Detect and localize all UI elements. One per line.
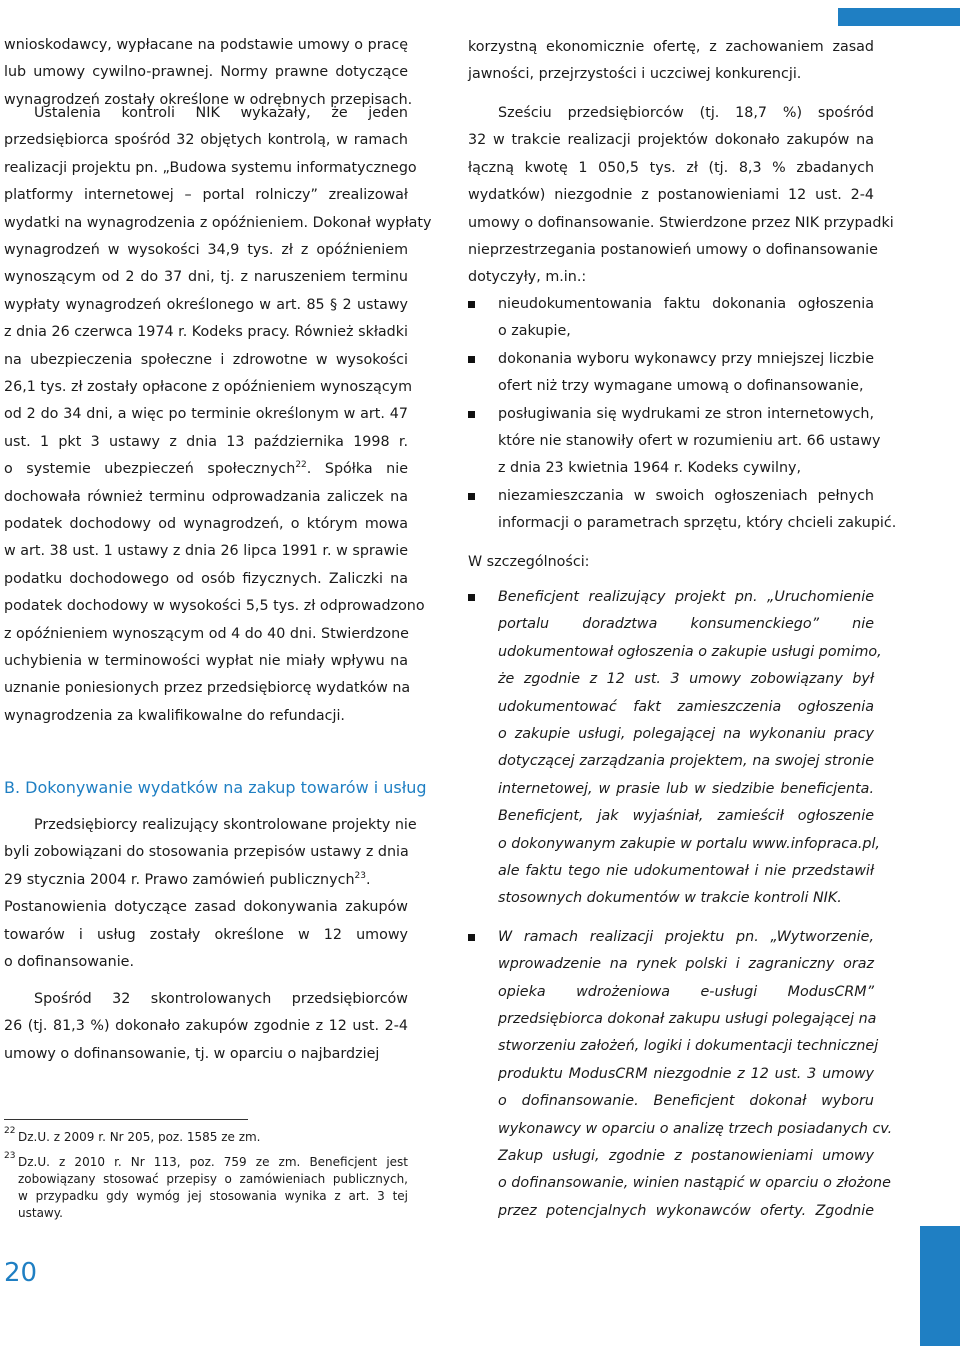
line-text: dochowała również terminu odprowadzania zaliczek na — [4, 488, 408, 505]
text-line — [498, 835, 880, 853]
line-text: produktu ModusCRM niezgodnie z 12 ust. 3 umowy — [498, 1065, 874, 1082]
line-text: przedsiębiorca dokonał zakupu usługi polegającej na — [498, 1011, 877, 1027]
line-text: przedsiębiorca spośród 32 objętych kontrolą, w ramach — [4, 132, 408, 149]
text-line — [498, 983, 874, 1001]
line-text: W ramach realizacji projektu pn. „Wytworzenie, — [498, 928, 874, 945]
line-text: z dnia 26 czerwca 1974 r. Kodeks pracy. Również składki — [4, 324, 408, 341]
text-line — [4, 542, 408, 560]
text-line — [468, 214, 894, 232]
line-text: dokonania wyboru wykonawcy przy mniejszej liczbie — [498, 350, 874, 367]
text-line — [468, 131, 874, 149]
line-text: stosownych dokumentów w trakcie kontroli NIK. — [498, 890, 842, 907]
text-line — [4, 597, 425, 615]
text-line — [498, 780, 874, 798]
line-text: podatek dochodowy w wysokości 5,5 tys. zł odprowadzono — [4, 598, 425, 615]
line-text: internetowej, w prasie lub w siedzibie beneficjenta. — [498, 780, 874, 797]
text-line — [468, 159, 874, 177]
line-text: uznanie poniesionych przez przedsiębiorcę wydatków na — [4, 680, 411, 697]
text-line — [498, 487, 874, 505]
line-text: stworzeniu założeń, logiki i dokumentacji technicznej — [498, 1038, 879, 1055]
text-line — [4, 323, 408, 341]
text-line — [498, 928, 874, 946]
line-text: łączną kwotę 1 050,5 tys. zł (tj. 8,3 % zbadanych — [468, 159, 874, 176]
line-text: Beneficjent, jak wyjaśniał, zamieścił ogłoszenie — [498, 808, 874, 825]
line-text: wynagrodzeń zostały określone w odrębnych przepisach. — [4, 91, 413, 108]
line-text: o dofinansowanie. Beneficjent dokonał wyboru — [498, 1093, 874, 1110]
line-text: jawności, przejrzystości i uczciwej konkurencji. — [468, 66, 802, 83]
line-text: o dofinansowanie, winien nastąpić w oparciu o złożone — [498, 1175, 891, 1192]
line-text: z dnia 23 kwietnia 1964 r. Kodeks cywilny, — [498, 460, 802, 477]
line-text: korzystną ekonomicznie ofertę, z zachowaniem zasad — [468, 39, 874, 55]
line-text: wynagrodzenia za kwalifikowalne do refundacji. — [4, 707, 345, 724]
line-text: że zgodnie z 12 ust. 3 umowy zobowiązany był — [498, 671, 874, 688]
text-line — [4, 460, 408, 478]
text-line — [4, 241, 408, 259]
line-tail: . — [365, 871, 371, 888]
line-text: podatku dochodowego od osób fizycznych. Zaliczki na — [4, 570, 408, 587]
text-line — [4, 214, 432, 232]
text-line — [498, 295, 874, 313]
line-text: dotyczyły, m.in.: — [468, 269, 587, 286]
footnote-text: Dz.U. z 2009 r. Nr 205, poz. 1585 ze zm. — [18, 1130, 261, 1144]
text-line — [498, 350, 874, 368]
text-line — [4, 843, 408, 861]
line-text: opieka wdrożeniowa e-usługi ModusCRM” — [498, 983, 874, 1000]
line-text: wynoszącym od 2 do 37 dni, tj. z naruszeniem terminu — [4, 269, 408, 286]
footnote-text: zobowiązany stosować przepisy o zamówieniach publicznych, — [18, 1172, 408, 1186]
line-text: Sześciu przedsiębiorców (tj. 18,7 %) spośród — [498, 105, 874, 121]
line-text: udokumentował ogłoszenia o zakupie usługi pomimo, — [498, 643, 882, 660]
line-text: byli zobowiązani do stosowania przepisów ustawy z dnia — [4, 844, 409, 861]
line-text: wypłaty wynagrodzeń określonego w art. 85 § 2 ustawy — [4, 296, 408, 313]
text-line — [498, 670, 874, 688]
text-line — [4, 990, 408, 1008]
text-line — [468, 38, 874, 56]
line-text: o zakupie usługi, polegającej na wykonaniu pracy — [498, 726, 874, 742]
line-text: niezamieszczania w swoich ogłoszeniach pełnych — [498, 487, 874, 504]
text-line — [4, 652, 408, 670]
text-line — [4, 871, 408, 889]
text-line — [4, 296, 408, 314]
text-line — [498, 459, 874, 477]
specific-label: W szczególności: — [468, 554, 590, 570]
footnote-number: 22 — [4, 1126, 16, 1136]
text-line — [4, 36, 408, 54]
text-line — [468, 186, 874, 204]
text-line — [498, 752, 874, 770]
text-line — [4, 186, 408, 204]
line-text: na ubezpieczenia społeczne i zdrowotne w wysokości — [4, 351, 408, 368]
line-text: wnioskodawcy, wypłacane na podstawie umowy o pracę — [4, 37, 408, 53]
header-accent-bar — [838, 8, 960, 26]
text-line — [4, 131, 408, 149]
footnote-ref: 22 — [295, 460, 307, 471]
text-line — [498, 432, 881, 450]
text-line — [4, 268, 408, 286]
bullet-marker — [468, 301, 475, 308]
line-text: umowy o dofinansowanie. Stwierdzone przez NIK przypadki — [468, 214, 894, 231]
line-text: uchybienia w terminowości wypłat nie miały wpływu na — [4, 653, 408, 669]
line-text: ofert niż trzy wymagane umową o dofinansowanie, — [498, 378, 864, 395]
line-text: 26,1 tys. zł zostały opłacone z opóźnieniem wynoszącym — [4, 379, 413, 395]
text-line — [4, 378, 413, 396]
text-line — [498, 322, 874, 340]
text-line — [468, 268, 874, 286]
text-line — [498, 1065, 874, 1083]
line-text: nieprzestrzegania postanowień umowy o dofinansowanie — [468, 242, 878, 258]
text-line — [498, 889, 874, 907]
text-line — [4, 570, 408, 588]
footnote-text: ustawy. — [18, 1206, 63, 1220]
text-line — [498, 1174, 891, 1192]
line-text: wydatki na wynagrodzenia z opóźnieniem. Dokonał wypłaty — [4, 214, 432, 231]
line-text: wykonawcy w oparciu o analizę trzech posiadanych cv. — [498, 1120, 893, 1137]
text-line — [468, 241, 878, 259]
line-text: o dokonywanym zakupie w portalu www.infopraca.pl, — [498, 835, 880, 852]
line-text: lub umowy cywilno-prawnej. Normy prawne dotyczące — [4, 64, 408, 81]
text-line — [468, 104, 874, 122]
line-text: które nie stanowiły ofert w rozumieniu art. 66 ustawy — [498, 433, 881, 449]
line-text: od 2 do 34 dni, a więc po terminie określonym w art. 47 — [4, 406, 408, 423]
text-line — [4, 433, 408, 451]
line-text: Zakup usługi, zgodnie z postanowieniami umowy — [498, 1148, 874, 1164]
footnote-rule — [4, 1119, 248, 1120]
text-line — [498, 698, 874, 716]
text-line — [498, 615, 874, 633]
text-line — [498, 1037, 879, 1055]
text-line — [4, 625, 408, 643]
line-text: 26 (tj. 81,3 %) dokonało zakupów zgodnie z 12 ust. 2-4 — [4, 1018, 408, 1035]
text-line — [498, 862, 874, 880]
text-line — [4, 953, 408, 971]
text-line — [4, 405, 408, 423]
line-text: wprowadzenie na rynek polski i zagraniczny oraz — [498, 956, 874, 973]
text-line — [4, 898, 408, 916]
text-line — [498, 807, 874, 825]
line-text: nieudokumentowania faktu dokonania ogłoszenia — [498, 296, 874, 312]
line-text: o dofinansowanie. — [4, 954, 135, 970]
footnote-number: 23 — [4, 1151, 16, 1161]
text-line — [498, 1120, 893, 1138]
line-text: portalu doradztwa konsumenckiego” nie — [498, 616, 874, 633]
line-text: posługiwania się wydrukami ze stron internetowych, — [498, 405, 874, 422]
text-line — [498, 514, 897, 532]
bullet-marker — [468, 934, 475, 941]
line-text: towarów i usług zostały określone w 12 umowy — [4, 926, 408, 943]
line-text: realizacji projektu pn. „Budowa systemu informatycznego — [4, 159, 417, 176]
bullet-marker — [468, 493, 475, 500]
line-text: wynagrodzeń w wysokości 34,9 tys. zł z opóźnieniem — [4, 242, 408, 258]
line-text: podatek dochodowy od wynagrodzeń, o którym mowa — [4, 516, 408, 532]
text-line — [4, 351, 408, 369]
line-text: ale faktu tego nie udokumentował i nie przedstawił — [498, 863, 874, 879]
line-text: o zakupie, — [498, 323, 571, 340]
text-line — [498, 955, 874, 973]
text-line — [498, 1092, 874, 1110]
text-line — [4, 63, 408, 81]
text-line — [4, 488, 408, 506]
line-text: Postanowienia dotyczące zasad dokonywania zakupów — [4, 899, 408, 916]
line-text: Spośród 32 skontrolowanych przedsiębiorców — [34, 991, 408, 1007]
text-line — [498, 588, 874, 606]
line-text: Beneficjent realizujący projekt pn. „Uruchomienie — [498, 589, 874, 605]
text-line — [498, 1010, 877, 1028]
text-line — [4, 1045, 408, 1063]
text-line — [498, 725, 874, 743]
line-text: w art. 38 ust. 1 ustawy z dnia 26 lipca 1991 r. w sprawie — [4, 543, 408, 560]
bullet-marker — [468, 356, 475, 363]
line-text: platformy internetowej – portal rolniczy” zrealizował — [4, 187, 408, 204]
line-text: informacji o parametrach sprzętu, który chcieli zakupić. — [498, 515, 897, 532]
text-line — [498, 1202, 874, 1220]
footnote-text: w przypadku gdy wymóg jej stosowania wynika z art. 3 tej — [18, 1189, 408, 1203]
line-text: umowy o dofinansowanie, tj. w oparciu o najbardziej — [4, 1045, 380, 1062]
text-line — [498, 643, 882, 661]
section-heading-b: B. Dokonywanie wydatków na zakup towarów i usług — [4, 778, 427, 797]
text-line — [4, 1017, 408, 1035]
line-text: 32 w trakcie realizacji projektów dokonało zakupów na — [468, 132, 874, 149]
line-text: z opóźnieniem wynoszącym od 4 do 40 dni. Stwierdzone — [4, 625, 409, 642]
text-line — [4, 104, 408, 122]
text-line — [4, 515, 408, 533]
text-line — [468, 65, 874, 83]
page-number: 20 — [4, 1258, 38, 1288]
line-text: dotyczącej zarządzania projektem, na swojej stronie — [498, 753, 874, 770]
line-tail: . Spółka nie — [306, 461, 408, 478]
text-line — [4, 816, 417, 834]
text-line — [498, 1147, 874, 1165]
line-text: wydatków) niezgodnie z postanowieniami 12 ust. 2-4 — [468, 187, 874, 204]
text-line — [4, 707, 408, 725]
text-line — [498, 377, 874, 395]
line-text: Przedsiębiorcy realizujący skontrolowane projekty nie — [34, 817, 417, 833]
text-line — [4, 926, 408, 944]
footnote-text: Dz.U. z 2010 r. Nr 113, poz. 759 ze zm. Beneficjent jest — [18, 1155, 408, 1169]
line-text: 29 stycznia 2004 r. Prawo zamówień publicznych — [4, 871, 355, 888]
bullet-marker — [468, 411, 475, 418]
line-text: Ustalenia kontroli NIK wykazały, że jeden — [34, 105, 408, 121]
footer-accent-bar — [920, 1226, 960, 1346]
footnote-ref: 23 — [354, 871, 366, 882]
line-text: przez potencjalnych wykonawców oferty. Zgodnie — [498, 1202, 874, 1219]
text-line — [498, 405, 874, 423]
line-text: udokumentować fakt zamieszczenia ogłoszenia — [498, 698, 874, 715]
text-line — [4, 159, 417, 177]
bullet-marker — [468, 594, 475, 601]
text-line — [4, 679, 411, 697]
line-text: o systemie ubezpieczeń społecznych — [4, 461, 296, 478]
line-text: ust. 1 pkt 3 ustawy z dnia 13 października 1998 r. — [4, 433, 408, 450]
